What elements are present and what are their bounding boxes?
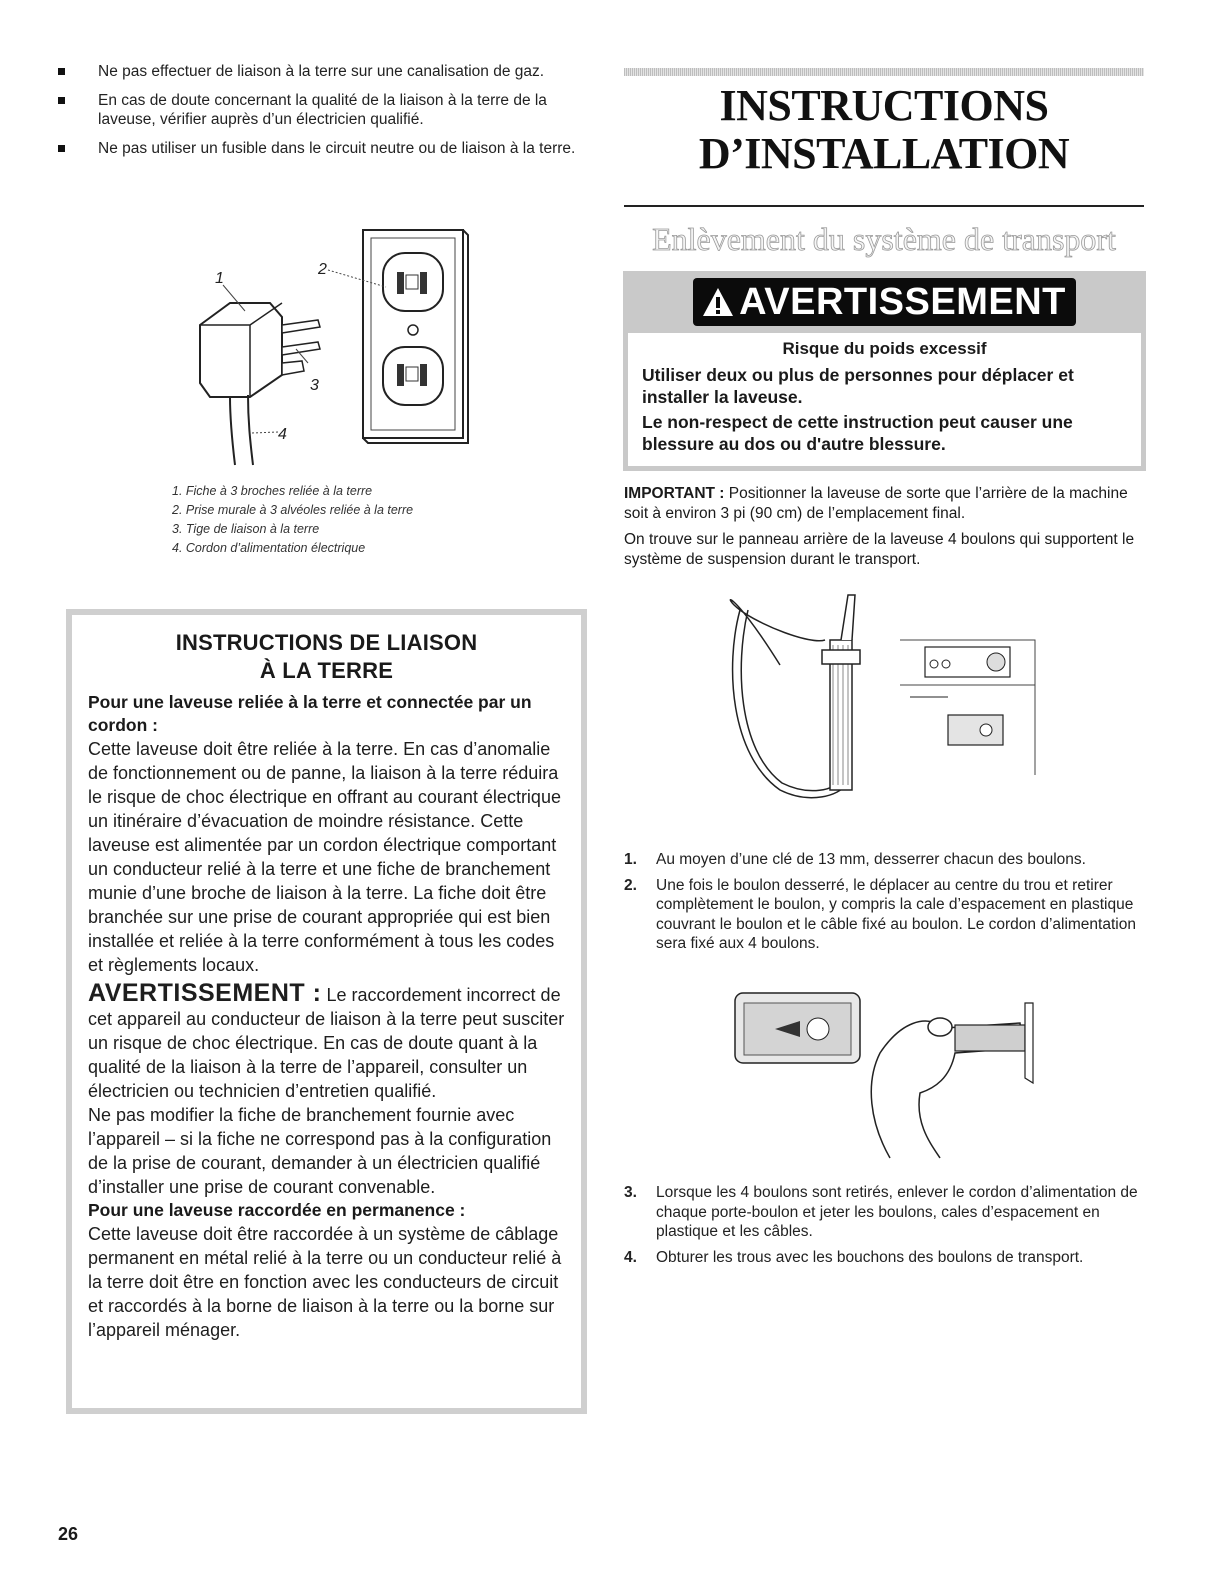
important-note: IMPORTANT : Positionner la laveuse de sorte que l’arrière de la machine soit à environ 3 pi (90 cm) de l’emplacement final. On trouve sur le panneau arrière de la laveuse 4 boulons qui supportent le système de suspension durant le transport. (624, 484, 1144, 576)
plug-body-shape (200, 303, 282, 397)
steps-list-top (624, 850, 1144, 960)
warning-banner-label: AVERTISSEMENT (739, 280, 1066, 323)
figure-caption: 3. Tige de liaison à la terre (172, 522, 320, 536)
warning-triangle-icon (701, 286, 735, 318)
list-item: En cas de doute concernant la qualité de la liaison à la terre de la laveuse, vérifier auprès d’un électricien qualifié. (58, 91, 588, 129)
grounding-paragraph: Cette laveuse doit être reliée à la terre. En cas d’anomalie de fonctionnement ou de panne, la liaison à la terre réduira le risque de choc électrique en offrant au courant électrique un itinéraire d’évacuation de moindre résistance. Cette laveuse est alimentée par un cordon électrique comportant un conducteur relié à la terre et une fiche de branchement munie d’une broche de liaison à la terre. La fiche doit être branchée sur une prise de courant appropriée qui est bien installée et reliée à la terre conformément à tous les codes et règlements locaux. (88, 739, 561, 975)
bullet-square-icon (58, 97, 65, 104)
bolts-paragraph: On trouve sur le panneau arrière de la laveuse 4 boulons qui supportent le système de suspension durant le transport. (624, 531, 1135, 568)
corded-washer-heading: Pour une laveuse reliée à la terre et connectée par un cordon : (88, 692, 532, 735)
steps-list-bottom (624, 1183, 1144, 1273)
grounding-instructions-box (66, 609, 587, 1414)
list-item: 3. Lorsque les 4 boulons sont retirés, enlever le cordon d’alimentation de chaque porte-boulon et jeter les boulons, cales d’espacement en plastique et les câbles. (624, 1184, 1138, 1240)
power-cord-shape (230, 395, 253, 465)
plug-modification-paragraph: Ne pas modifier la fiche de branchement fournie avec l’appareil – si la fiche ne correspond pas à la configuration de la prise de courant, demander à un électricien qualifié d’installer une prise de courant convenable. (88, 1105, 552, 1197)
warning-risk: Risque du poids excessif (782, 339, 987, 358)
grounding-box-title: INSTRUCTIONS DE LIAISON À LA TERRE (175, 630, 478, 683)
bullet-square-icon (58, 145, 65, 152)
permanent-washer-heading: Pour une laveuse raccordée en permanence : (88, 1200, 466, 1220)
figure-caption: 2. Prise murale à 3 alvéoles reliée à la terre (172, 503, 414, 517)
page-number: 26 (58, 1524, 79, 1544)
figure-label: 2 (318, 261, 327, 278)
warning-word: AVERTISSEMENT : (88, 979, 322, 1007)
list-item: 1. Au moyen d’une clé de 13 mm, desserrer chacun des boulons. (624, 851, 1086, 868)
list-item: 4. Obturer les trous avec les bouchons des boulons de transport. (624, 1248, 1084, 1266)
top-divider (624, 68, 1144, 76)
list-item: Ne pas utiliser un fusible dans le circuit neutre ou de liaison à la terre. (58, 139, 588, 158)
warning-consequence: Le non-respect de cette instruction peut causer une blessure au dos ou d'autre blessure. (642, 412, 1073, 454)
figure-label: 3 (310, 377, 319, 394)
plug-outlet-illustration (190, 225, 480, 475)
warning-instruction: Utiliser deux ou plus de personnes pour déplacer et installer la laveuse. (642, 365, 1074, 407)
section-title: Enlèvement du système de transport (652, 221, 1116, 257)
shipping-bolt-illustration (720, 585, 1040, 815)
title-divider (624, 205, 1144, 207)
weight-warning-box (623, 271, 1146, 471)
figure-label: 1 (215, 270, 224, 287)
list-item: 2. Une fois le boulon desserré, le déplacer au centre du trou et retirer complètement le boulon, y compris la cale d’espacement en plastique couvrant le boulon et le câble fixé au boulon. Le cordon d’alimentation sera fixé aux 4 boulons. (624, 876, 1136, 952)
important-label: IMPORTANT : (624, 485, 725, 502)
warning-banner (628, 271, 1141, 333)
bullet-square-icon (58, 68, 65, 75)
grounding-warning: AVERTISSEMENT : Le raccordement incorrect de cet appareil au conducteur de liaison à la terre peut susciter un risque de choc électrique. En cas de doute quant à la qualité de la liaison à la terre de l’appareil, consulter un électricien ou technicien d’entretien qualifié. (88, 979, 565, 1101)
figure-label: 4 (278, 426, 287, 443)
figure-caption: 1. Fiche à 3 broches reliée à la terre (172, 484, 373, 498)
figure-captions (172, 482, 532, 558)
page-title: INSTRUCTIONS D’INSTALLATION (698, 81, 1070, 178)
permanent-connection-paragraph: Cette laveuse doit être raccordée à un système de câblage permanent en métal relié à la terre ou un conducteur relié à la terre doit être en fonction avec les conducteurs de circuit et raccordés à la borne de liaison à la terre ou la borne sur l’appareil ménager. (88, 1224, 562, 1340)
list-item: Ne pas effectuer de liaison à la terre sur une canalisation de gaz. (58, 62, 588, 81)
grounding-bullet-list (58, 62, 588, 168)
bolt-removal-illustration (730, 983, 1040, 1163)
figure-caption: 4. Cordon d’alimentation électrique (172, 541, 366, 555)
